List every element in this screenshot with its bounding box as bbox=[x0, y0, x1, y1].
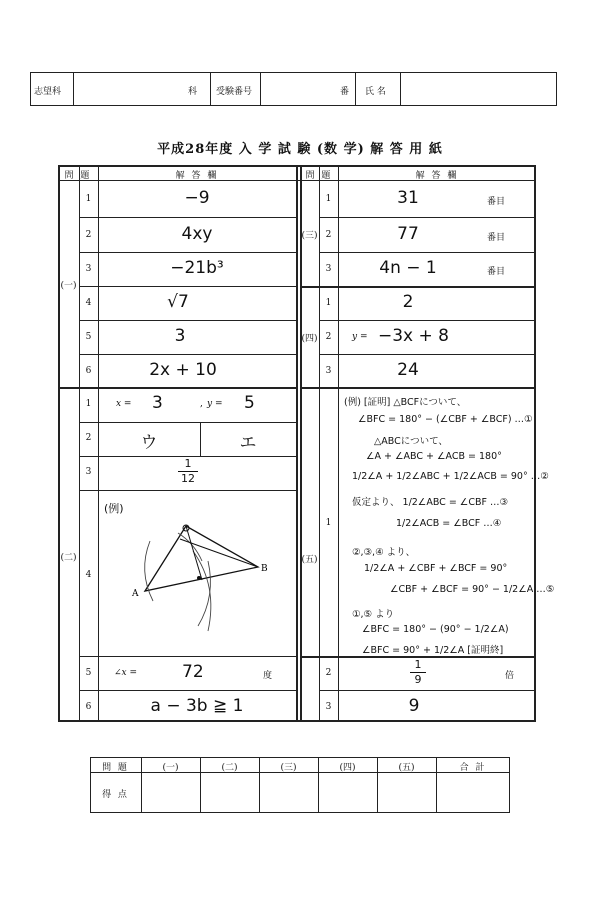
section-2-label: (二) bbox=[60, 553, 77, 563]
q3-2-answer: 77 bbox=[397, 224, 419, 244]
q1-6-answer: 2x + 10 bbox=[149, 360, 217, 380]
q2-4-rei-label: (例) bbox=[104, 502, 124, 515]
proof-line: ①,⑤ より bbox=[352, 609, 395, 620]
q2-5-answer: 72 bbox=[182, 662, 204, 682]
arc-d bbox=[178, 533, 202, 561]
proof-line: ∠BFC = 180° − (∠CBF + ∠BCF) …① bbox=[358, 414, 533, 425]
q2-6-number: 6 bbox=[85, 702, 92, 712]
point-f bbox=[197, 576, 201, 580]
proof-line: 1/2∠ACB = ∠BCF …④ bbox=[396, 518, 502, 529]
q2-1-separator: , bbox=[200, 399, 203, 409]
section-5-label: (五) bbox=[301, 555, 318, 565]
q1-2-number: 2 bbox=[85, 230, 92, 240]
score-col-4: (四) bbox=[339, 763, 356, 773]
arc-a bbox=[145, 541, 153, 601]
q2-3-number: 3 bbox=[85, 467, 92, 477]
bisector-b bbox=[180, 539, 258, 567]
suffix-ban: 番 bbox=[340, 87, 350, 97]
q1-5-number: 5 bbox=[85, 332, 92, 342]
q3-2-unit: 番目 bbox=[487, 233, 506, 243]
q5-2-numerator: 1 bbox=[414, 658, 422, 671]
proof-line: ∠BFC = 180° − (90° − 1/2∠A) bbox=[362, 624, 509, 635]
q4-1-answer: 2 bbox=[402, 292, 414, 312]
q1-1-answer: −9 bbox=[184, 188, 210, 208]
q4-2-number: 2 bbox=[325, 332, 332, 342]
q4-3-answer: 24 bbox=[397, 360, 419, 380]
q4-2-prefix: y = bbox=[352, 332, 368, 342]
q1-1-number: 1 bbox=[85, 194, 92, 204]
proof-line: (例) [証明] △BCFについて、 bbox=[344, 397, 467, 408]
label-desired-department: 志望科 bbox=[34, 87, 62, 97]
proof-line: ∠BFC = 90° + 1/2∠A [証明終] bbox=[362, 645, 504, 656]
header-answer-right: 解 答 欄 bbox=[415, 171, 459, 181]
q5-2-number: 2 bbox=[325, 668, 332, 678]
q1-3-number: 3 bbox=[85, 264, 92, 274]
q2-3-numerator: 1 bbox=[184, 457, 192, 470]
q2-1-y-value: 5 bbox=[244, 393, 255, 413]
q2-2-answer-a: ウ bbox=[140, 433, 158, 453]
q1-3-answer: −21b³ bbox=[170, 258, 224, 278]
section-1-label: (一) bbox=[60, 281, 77, 291]
header-question-left: 問 題 bbox=[64, 171, 92, 181]
q5-2-fraction bbox=[398, 659, 438, 686]
page-title: 平成28年度 入 学 試 験 (数 学) 解 答 用 紙 bbox=[157, 142, 443, 157]
proof-line: ∠A + ∠ABC + ∠ACB = 180° bbox=[366, 451, 502, 462]
header-question-right: 問 題 bbox=[305, 171, 333, 181]
q3-3-unit: 番目 bbox=[487, 267, 506, 277]
proof-line: ∠CBF + ∠BCF = 90° − 1/2∠A …⑤ bbox=[390, 584, 555, 595]
section-3-label: (三) bbox=[301, 231, 318, 241]
q2-5-unit: 度 bbox=[263, 671, 273, 681]
q4-2-answer: −3x + 8 bbox=[378, 326, 449, 346]
label-name: 氏 名 bbox=[365, 87, 386, 97]
q3-3-answer: 4n − 1 bbox=[379, 258, 437, 278]
q5-2-denominator: 9 bbox=[414, 673, 422, 686]
q1-6-number: 6 bbox=[85, 366, 92, 376]
q3-3-number: 3 bbox=[325, 264, 332, 274]
triangle-abc bbox=[145, 526, 258, 591]
score-col-1: (一) bbox=[162, 763, 179, 773]
q2-1-number: 1 bbox=[85, 399, 92, 409]
score-header-question: 問 題 bbox=[102, 763, 129, 773]
q2-4-number: 4 bbox=[85, 570, 92, 580]
score-col-3: (三) bbox=[280, 763, 297, 773]
q2-3-fraction bbox=[168, 458, 208, 485]
point-a-label: A bbox=[132, 589, 139, 599]
header-answer-left: 解 答 欄 bbox=[175, 171, 219, 181]
q4-3-number: 3 bbox=[325, 366, 332, 376]
q2-3-denominator: 12 bbox=[181, 472, 195, 485]
score-row-label: 得 点 bbox=[102, 790, 129, 800]
q5-3-number: 3 bbox=[325, 702, 332, 712]
q2-1-x-value: 3 bbox=[152, 393, 163, 413]
q2-6-answer: a − 3b ≧ 1 bbox=[150, 696, 244, 716]
proof-line: ②,③,④ より、 bbox=[352, 547, 416, 558]
q3-1-answer: 31 bbox=[397, 188, 419, 208]
q2-1-x-label: x = bbox=[116, 399, 132, 409]
q4-1-number: 1 bbox=[325, 298, 332, 308]
q3-1-number: 1 bbox=[325, 194, 332, 204]
q2-1-y-label: y = bbox=[207, 399, 223, 409]
score-col-total: 合 計 bbox=[459, 763, 487, 773]
proof-line: 1/2∠A + ∠CBF + ∠BCF = 90° bbox=[364, 563, 508, 574]
score-col-2: (二) bbox=[221, 763, 238, 773]
q5-1-number: 1 bbox=[325, 518, 332, 528]
q1-4-number: 4 bbox=[85, 298, 92, 308]
desired-department-field[interactable] bbox=[74, 73, 186, 105]
score-col-5: (五) bbox=[398, 763, 415, 773]
proof-line: 1/2∠A + 1/2∠ABC + 1/2∠ACB = 90° …② bbox=[352, 471, 549, 482]
q2-5-prefix: ∠x = bbox=[114, 668, 138, 678]
q3-2-number: 2 bbox=[325, 230, 332, 240]
exam-number-field[interactable] bbox=[261, 73, 337, 105]
label-exam-number: 受験番号 bbox=[216, 87, 253, 97]
q5-2-unit: 倍 bbox=[505, 671, 515, 681]
suffix-ka: 科 bbox=[188, 87, 198, 97]
proof-line: 仮定より、 1/2∠ABC = ∠CBF …③ bbox=[352, 497, 508, 508]
point-b-label: B bbox=[261, 564, 268, 574]
q2-2-number: 2 bbox=[85, 433, 92, 443]
name-field[interactable] bbox=[401, 73, 556, 105]
section-4-label: (四) bbox=[301, 334, 318, 344]
q2-5-number: 5 bbox=[85, 668, 92, 678]
q3-1-unit: 番目 bbox=[487, 197, 506, 207]
proof-line: △ABCについて、 bbox=[374, 436, 448, 447]
q1-4-answer: √7 bbox=[167, 292, 189, 312]
q1-2-answer: 4xy bbox=[181, 224, 213, 244]
q2-2-answer-b: エ bbox=[239, 433, 257, 453]
q1-5-answer: 3 bbox=[174, 326, 186, 346]
q2-4-construction-figure bbox=[98, 491, 296, 656]
q5-3-answer: 9 bbox=[408, 696, 420, 716]
